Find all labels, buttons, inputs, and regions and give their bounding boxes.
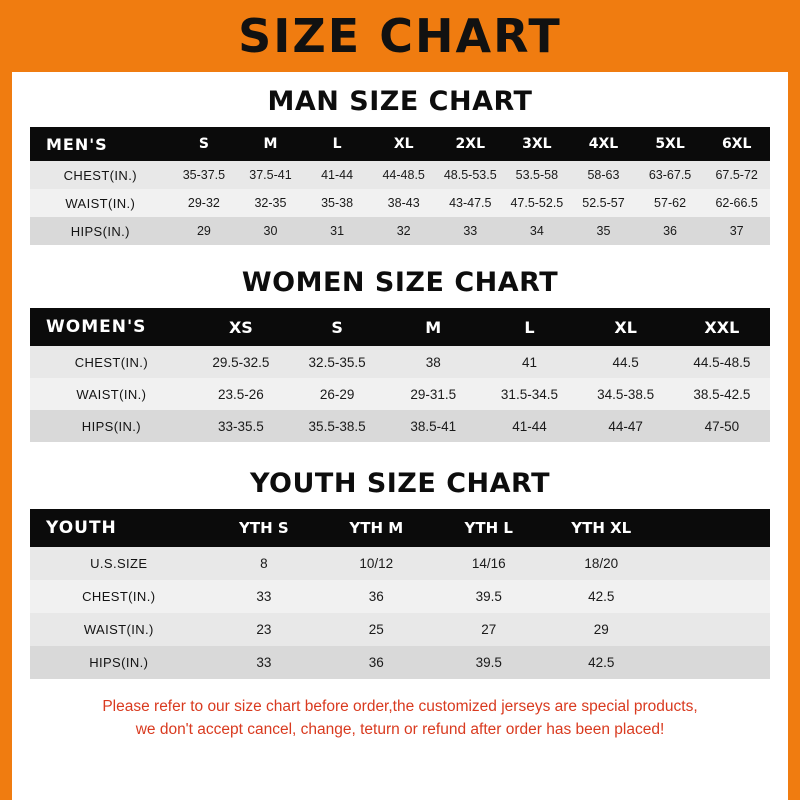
men-chest-l: 41-44 [321, 168, 354, 182]
women-waist-xs: 23.5-26 [217, 386, 264, 402]
table-row [30, 646, 770, 679]
table-header-row [30, 509, 770, 547]
men-col-4xl: 4XL [570, 127, 637, 161]
women-chest-xxl: 44.5-48.5 [693, 354, 751, 370]
youth-col-s: YTH S [208, 509, 320, 547]
youth-chest-m: 36 [368, 589, 384, 604]
youth-row-label-hips: HIPS(IN.) [89, 655, 149, 670]
men-waist-4xl: 52.5-57 [582, 196, 625, 210]
youth-waist-m: 25 [368, 622, 384, 637]
men-hips-3xl: 34 [529, 224, 544, 238]
women-chest-m: 38 [425, 354, 441, 370]
men-chest-6xl: 67.5-72 [715, 168, 758, 182]
table-row [30, 580, 770, 613]
men-waist-2xl: 43-47.5 [449, 196, 492, 210]
table-header-row [30, 127, 770, 161]
men-corner-label: MEN'S [30, 127, 171, 161]
women-hips-l: 41-44 [512, 418, 547, 434]
youth-chest-l: 39.5 [475, 589, 502, 604]
men-hips-2xl: 33 [463, 224, 478, 238]
table-row [30, 613, 770, 646]
men-waist-s: 29-32 [187, 196, 220, 210]
youth-row-label-waist: WAIST(IN.) [83, 622, 154, 637]
women-hips-s: 35.5-38.5 [308, 418, 366, 434]
youth-waist-xl: 29 [593, 622, 609, 637]
youth-section [12, 468, 788, 679]
women-col-xl: XL [578, 308, 674, 346]
men-waist-xl: 38-43 [387, 196, 420, 210]
men-chest-m: 37.5-41 [249, 168, 292, 182]
youth-chest-xl: 42.5 [588, 589, 615, 604]
table-header-row [30, 308, 770, 346]
youth-ussize-s: 8 [260, 556, 268, 571]
men-col-l: L [304, 127, 371, 161]
men-row-label-waist: WAIST(IN.) [65, 195, 136, 211]
youth-col-m: YTH M [320, 509, 432, 547]
men-hips-5xl: 36 [663, 224, 677, 238]
men-row-label-chest: CHEST(IN.) [63, 167, 137, 183]
women-hips-xs: 33-35.5 [217, 418, 264, 434]
youth-ussize-l: 14/16 [471, 556, 506, 571]
table-row [30, 189, 770, 217]
women-waist-l: 31.5-34.5 [500, 386, 558, 402]
youth-row-label-chest: CHEST(IN.) [82, 589, 156, 604]
men-chest-4xl: 58-63 [587, 168, 620, 182]
men-hips-xl: 32 [396, 224, 411, 238]
men-waist-5xl: 57-62 [654, 196, 687, 210]
women-corner-label: WOMEN'S [30, 308, 193, 346]
table-row [30, 547, 770, 580]
youth-cell-spacer [657, 580, 770, 613]
women-waist-s: 26-29 [319, 386, 355, 402]
women-section [12, 267, 788, 442]
table-row [30, 217, 770, 245]
women-chest-xs: 29.5-32.5 [212, 354, 270, 370]
youth-row-label-us-size: U.S.SIZE [90, 556, 148, 571]
women-chest-xl: 44.5 [612, 354, 639, 370]
men-waist-6xl: 62-66.5 [715, 196, 758, 210]
men-col-6xl: 6XL [703, 127, 770, 161]
youth-cell-spacer [657, 613, 770, 646]
men-chest-s: 35-37.5 [182, 168, 226, 182]
men-col-s: S [171, 127, 238, 161]
women-waist-xxl: 38.5-42.5 [693, 386, 751, 402]
table-row [30, 378, 770, 410]
youth-cell-spacer [657, 646, 770, 679]
youth-cell-spacer [657, 547, 770, 580]
men-waist-m: 32-35 [254, 196, 287, 210]
men-hips-m: 30 [263, 224, 278, 238]
men-hips-4xl: 35 [596, 224, 611, 238]
order-notice [32, 695, 768, 742]
youth-col-l: YTH L [433, 509, 545, 547]
men-chest-3xl: 53.5-58 [515, 168, 559, 182]
youth-col-xl: YTH XL [545, 509, 657, 547]
youth-section-title: YOUTH SIZE CHART [249, 468, 551, 499]
women-chest-l: 41 [521, 354, 537, 370]
men-hips-l: 31 [330, 224, 345, 238]
table-row [30, 410, 770, 442]
women-chest-s: 32.5-35.5 [308, 354, 366, 370]
women-row-label-chest: CHEST(IN.) [74, 354, 149, 370]
women-size-table [30, 308, 770, 442]
men-size-table [30, 127, 770, 245]
order-notice-line-2: we don't accept cancel, change, teturn or refund after order has been placed! [135, 721, 665, 739]
men-chest-5xl: 63-67.5 [648, 168, 692, 182]
men-section-title: MAN SIZE CHART [267, 86, 533, 117]
youth-corner-label: YOUTH [30, 509, 208, 547]
banner [0, 0, 800, 72]
women-col-xs: XS [193, 308, 289, 346]
youth-waist-l: 27 [481, 622, 497, 637]
men-col-3xl: 3XL [504, 127, 571, 161]
women-section-title: WOMEN SIZE CHART [241, 267, 559, 298]
men-col-2xl: 2XL [437, 127, 504, 161]
men-section [12, 86, 788, 245]
youth-ussize-xl: 18/20 [584, 556, 619, 571]
women-col-s: S [289, 308, 385, 346]
women-col-m: M [385, 308, 481, 346]
women-hips-xl: 44-47 [608, 418, 643, 434]
youth-size-table [30, 509, 770, 679]
youth-hips-xl: 42.5 [588, 655, 615, 670]
women-row-label-hips: HIPS(IN.) [81, 418, 141, 434]
youth-col-spacer [657, 509, 770, 547]
page-title: SIZE CHART [238, 9, 562, 63]
youth-hips-l: 39.5 [475, 655, 502, 670]
men-col-m: M [237, 127, 304, 161]
men-hips-s: 29 [196, 224, 211, 238]
youth-chest-s: 33 [256, 589, 272, 604]
men-waist-3xl: 47.5-52.5 [510, 196, 564, 210]
men-col-5xl: 5XL [637, 127, 704, 161]
women-hips-xxl: 47-50 [704, 418, 740, 434]
women-col-l: L [481, 308, 577, 346]
youth-hips-s: 33 [256, 655, 272, 670]
men-row-label-hips: HIPS(IN.) [70, 223, 130, 239]
men-chest-xl: 44-48.5 [382, 168, 425, 182]
men-waist-l: 35-38 [321, 196, 354, 210]
table-row [30, 346, 770, 378]
youth-hips-m: 36 [368, 655, 384, 670]
women-waist-m: 29-31.5 [410, 386, 457, 402]
youth-ussize-m: 10/12 [359, 556, 394, 571]
women-waist-xl: 34.5-38.5 [597, 386, 655, 402]
women-col-xxl: XXL [674, 308, 770, 346]
table-row [30, 161, 770, 189]
women-hips-m: 38.5-41 [410, 418, 457, 434]
men-col-xl: XL [370, 127, 437, 161]
men-hips-6xl: 37 [729, 224, 744, 238]
men-chest-2xl: 48.5-53.5 [443, 168, 497, 182]
youth-waist-s: 23 [256, 622, 272, 637]
women-row-label-waist: WAIST(IN.) [76, 386, 147, 402]
order-notice-line-1: Please refer to our size chart before order,the customized jerseys are special products, [102, 698, 698, 715]
